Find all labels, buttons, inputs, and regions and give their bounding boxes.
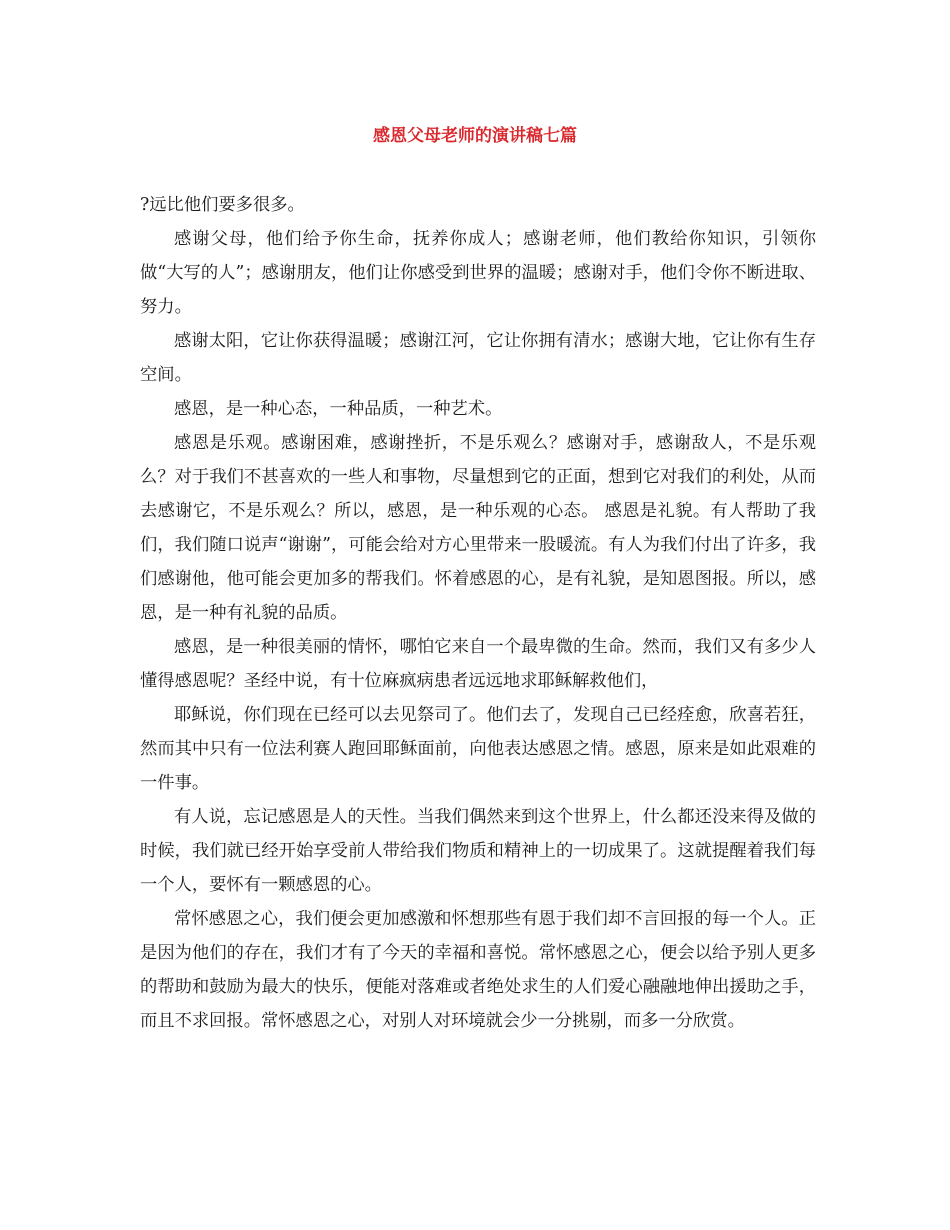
paragraph: 感恩，是一种很美丽的情怀，哪怕它来自一个最卑微的生命。然而，我们又有多少人懂得感恩呢？圣经中说，有十位麻疯病患者远远地求耶稣解救他们， xyxy=(140,637,816,691)
paragraph: 常怀感恩之心，我们便会更加感激和怀想那些有恩于我们却不言回报的每一个人。正是因为他们的存在，我们才有了今天的幸福和喜悦。常怀感恩之心，便会以给予别人更多的帮助和鼓励为最大的快乐，便能对落难或者绝处求生的人们爱心融融地伸出援助之手，而且不求回报。常怀感恩之心，对别人对环境就会少一分挑剔，而多一分欣赏。 xyxy=(140,909,816,1031)
paragraph: 感恩是乐观。感谢困难，感谢挫折，不是乐观么？感谢对手，感谢敌人，不是乐观么？对于我们不甚喜欢的一些人和事物，尽量想到它的正面，想到它对我们的利处，从而去感谢它，不是乐观么？所以，感恩，是一种乐观的心态。 感恩是礼貌。有人帮助了我们，我们随口说声“谢谢”，可能会给对方心里带来一股暖流。有人为我们付出了许多，我们感谢他，他可能会更加多的帮我们。怀着感恩的心，是有礼貌，是知恩图报。所以，感恩，是一种有礼貌的品质。 xyxy=(140,433,816,623)
document-title: 感恩父母老师的演讲稿七篇 xyxy=(373,126,577,146)
paragraph: 感谢太阳，它让你获得温暖；感谢江河，它让你拥有清水；感谢大地，它让你有生存空间。 xyxy=(140,331,816,385)
paragraph: 感谢父母，他们给予你生命，抚养你成人；感谢老师，他们教给你知识，引领你做“大写的人”；感谢朋友，他们让你感受到世界的温暖；感谢对手，他们令你不断进取、努力。 xyxy=(140,229,816,317)
paragraph: 耶稣说，你们现在已经可以去见祭司了。他们去了，发现自己已经痊愈，欣喜若狂，然而其中只有一位法利赛人跑回耶稣面前，向他表达感恩之情。感恩，原来是如此艰难的一件事。 xyxy=(140,705,816,793)
paragraph: 有人说，忘记感恩是人的天性。当我们偶然来到这个世界上，什么都还没来得及做的时候，我们就已经开始享受前人带给我们物质和精神上的一切成果了。这就提醒着我们每一个人，要怀有一颗感恩的心。 xyxy=(140,807,816,895)
paragraph: ?远比他们要多很多。 xyxy=(140,195,305,215)
paragraph: 感恩，是一种心态，一种品质，一种艺术。 xyxy=(174,399,503,419)
document-body xyxy=(140,188,816,1038)
